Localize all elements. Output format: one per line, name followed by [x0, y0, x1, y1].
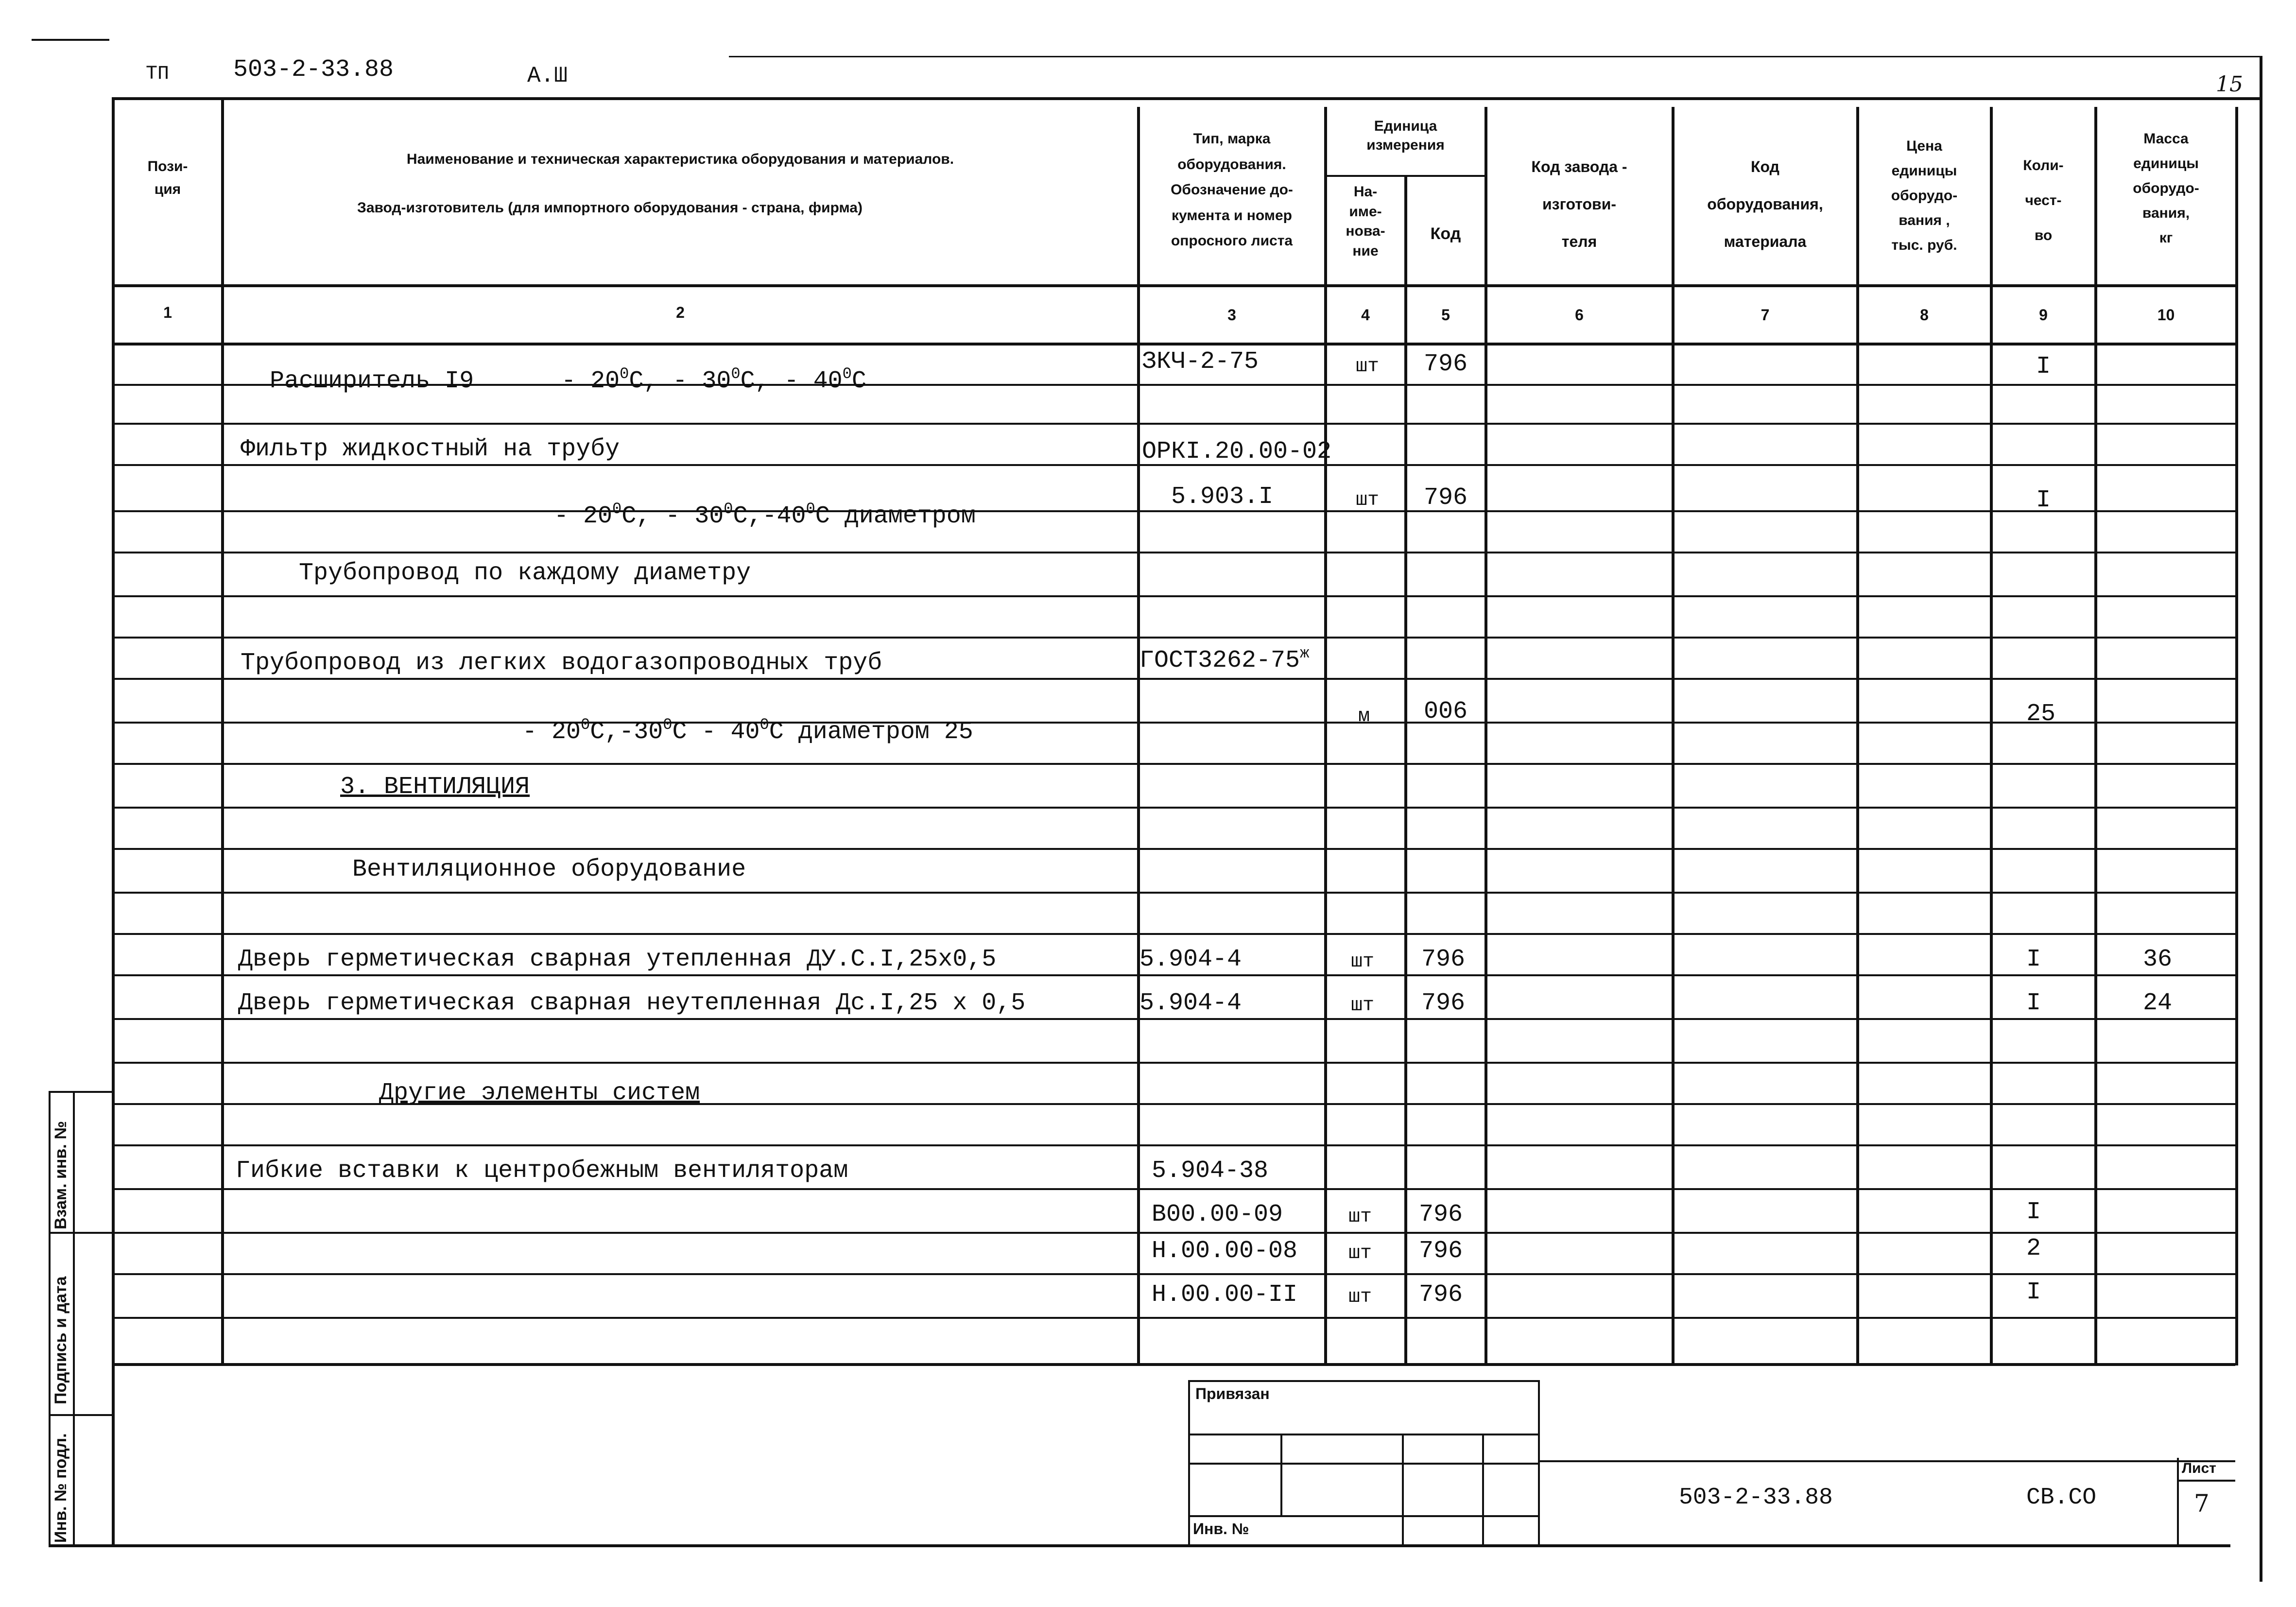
item-qty: I — [2026, 1198, 2041, 1226]
col-line-8 — [1990, 107, 1993, 1365]
item-code: 006 — [1424, 698, 1468, 726]
row-rule — [112, 1188, 2235, 1190]
tb-col3 — [1482, 1434, 1484, 1545]
top-rule — [32, 39, 109, 41]
row-rule — [112, 637, 2235, 639]
col-3-header: Тип, марка оборудования. Обозначение до- кумента и номер опросного листа — [1171, 131, 1293, 249]
col-2-header-line1: Наименование и техническая характеристика оборудования и материалов. — [406, 151, 954, 167]
degree-sign: 0 — [842, 365, 852, 383]
col-line-5 — [1485, 107, 1487, 1365]
album-label: А.Ш — [527, 63, 568, 88]
item-type: ОРКI.20.00-02 — [1142, 438, 1332, 466]
col-number-8: 8 — [1920, 306, 1929, 324]
item-code: 796 — [1419, 1201, 1463, 1228]
side-stamp-inv-podl: Инв. № подл. — [52, 1433, 70, 1543]
col-number-7: 7 — [1761, 306, 1770, 324]
item-code: 796 — [1421, 989, 1466, 1017]
degree-sign: 0 — [620, 365, 629, 383]
degree-sign: 0 — [724, 500, 733, 518]
tb-inv-no: Инв. № — [1193, 1520, 1249, 1538]
row-rule — [112, 423, 2235, 425]
item-unit: шт — [1348, 1286, 1372, 1308]
temp-part: C,-40 — [733, 502, 806, 530]
row-rule — [112, 974, 2235, 976]
tb-sheet-label: Лист — [2182, 1460, 2216, 1476]
item-name: Дверь герметическая сварная утепленная ДУ.С.I,25x0,5 — [238, 946, 997, 973]
tb-row2 — [1188, 1463, 1538, 1465]
item-qty: I — [2026, 1279, 2041, 1306]
degree-sign: 0 — [663, 716, 673, 734]
row-rule — [112, 933, 2235, 935]
tb-sheet-split — [2177, 1480, 2235, 1482]
item-qty: I — [2026, 946, 2041, 973]
temp-part: C - 40 — [672, 718, 760, 746]
item-type: 5.904-4 — [1139, 989, 1242, 1017]
table-row — [525, 480, 976, 529]
item-type: Н.00.00-II — [1152, 1281, 1298, 1309]
item-type — [1139, 644, 1310, 674]
item-code: 796 — [1424, 350, 1468, 378]
item-mass: 24 — [2143, 989, 2173, 1017]
section-subtitle: Другие элементы систем — [379, 1079, 700, 1107]
temp-part: C, - 40 — [740, 367, 843, 395]
item-name: Фильтр жидкостный на трубу — [241, 435, 620, 463]
page-corner-number: 15 — [2216, 72, 2243, 97]
row-rule — [112, 1232, 2235, 1234]
col-number-1: 1 — [163, 304, 172, 321]
tb-col1 — [1280, 1434, 1282, 1515]
item-unit: шт — [1351, 995, 1375, 1017]
temp-part: - 20 — [561, 367, 620, 395]
series-code: 503-2-33.88 — [233, 56, 394, 84]
tb-col4 — [1538, 1380, 1540, 1545]
tb-mark: СВ.СО — [2026, 1485, 2097, 1511]
degree-sign: 0 — [731, 365, 741, 383]
row-rule — [112, 1317, 2235, 1319]
col-number-10: 10 — [2157, 306, 2175, 324]
temp-part: C диаметром 25 — [769, 718, 973, 746]
col-line-4 — [1404, 175, 1407, 1365]
tb-row1 — [1188, 1434, 1538, 1435]
item-code: 796 — [1424, 484, 1468, 512]
section-subtitle: Трубопровод по каждому диаметру — [299, 559, 751, 587]
col-4-header: На- име- нова- ние — [1346, 184, 1385, 259]
col-line-10 — [2235, 107, 2238, 1365]
row-rule — [112, 552, 2235, 553]
temp-part: C диаметром — [815, 502, 976, 530]
col-units-header: Единица измерения — [1366, 118, 1445, 153]
table-row — [241, 345, 866, 394]
temp-part: C, - 30 — [629, 367, 731, 395]
item-unit: шт — [1348, 1243, 1372, 1264]
col-7-header: Код оборудования, материала — [1707, 158, 1823, 250]
side-stamp-vzam: Взам. инв. № — [52, 1121, 70, 1229]
col-number-5: 5 — [1441, 306, 1450, 324]
tb-col2 — [1402, 1434, 1404, 1545]
item-qty: I — [2036, 353, 2051, 380]
row-rule — [112, 892, 2235, 894]
col-line-2 — [1137, 107, 1140, 1365]
item-unit: шт — [1351, 951, 1375, 973]
gost-mark: ж — [1300, 644, 1310, 662]
col-number-4: 4 — [1361, 306, 1370, 324]
temp-part: - 20 — [522, 718, 581, 746]
row-rule — [112, 807, 2235, 809]
col-line-3 — [1324, 107, 1327, 1365]
series-label: ТП — [146, 63, 170, 85]
item-type: ЗКЧ-2-75 — [1142, 348, 1259, 376]
item-unit: шт — [1348, 1206, 1372, 1228]
item-unit: шт — [1356, 489, 1380, 511]
frame-bottom — [49, 1544, 2230, 1547]
degree-sign: 0 — [806, 500, 815, 518]
row-rule — [112, 678, 2235, 680]
col-6-header: Код завода - изготови- теля — [1531, 158, 1627, 250]
item-qty: 25 — [2026, 700, 2056, 728]
item-type: В00.00-09 — [1152, 1201, 1283, 1228]
header-split-units — [1324, 175, 1485, 177]
item-unit: м — [1358, 706, 1370, 727]
section-title: 3. ВЕНТИЛЯЦИЯ — [340, 773, 530, 801]
temp-part: - 20 — [554, 502, 613, 530]
table-row — [493, 696, 973, 744]
tb-main-top — [1538, 1460, 2235, 1462]
col-8-header: Цена единицы оборудо- вания , тыс. руб. — [1891, 138, 1958, 253]
tb-sheet-left — [2177, 1458, 2179, 1544]
item-code: 796 — [1419, 1281, 1463, 1309]
frame-top-outer — [729, 56, 2260, 57]
tb-top — [1188, 1380, 1538, 1382]
item-qty: I — [2026, 989, 2041, 1017]
item-unit: шт — [1356, 356, 1380, 378]
col-number-6: 6 — [1575, 306, 1584, 324]
degree-sign: 0 — [581, 716, 590, 734]
col-line-9 — [2094, 107, 2097, 1365]
row-rule — [112, 1062, 2235, 1064]
row-rule — [112, 763, 2235, 765]
col-number-9: 9 — [2039, 306, 2048, 324]
item-qty: I — [2036, 486, 2051, 514]
col-10-header: Масса единицы оборудо- вания, кг — [2133, 131, 2199, 246]
item-mass: 36 — [2143, 946, 2173, 973]
tb-row3 — [1188, 1515, 1538, 1517]
degree-sign: 0 — [612, 500, 622, 518]
item-code: 796 — [1421, 946, 1466, 973]
item-qty: 2 — [2026, 1235, 2041, 1262]
temp-part: C,-30 — [590, 718, 663, 746]
item-code: 796 — [1419, 1237, 1463, 1265]
item-type: Н.00.00-08 — [1152, 1237, 1298, 1265]
item-type: 5.904-4 — [1139, 946, 1242, 973]
gost-code: ГОСТ3262-75 — [1139, 647, 1300, 674]
degree-sign: 0 — [760, 716, 769, 734]
item-name: Трубопровод из легких водогазопроводных труб — [241, 649, 882, 677]
row-rule — [112, 1273, 2235, 1275]
col-5-header: Код — [1430, 225, 1461, 243]
item-name: Гибкие вставки к центробежным вентиляторам — [236, 1157, 848, 1185]
side-stamp-split1 — [49, 1232, 112, 1234]
frame-top — [112, 97, 2260, 100]
table-bottom — [112, 1363, 2235, 1366]
temp-part: C, - 30 — [621, 502, 724, 530]
side-stamp-podpis: Подпись и дата — [52, 1276, 70, 1404]
frame-right — [2260, 56, 2262, 1582]
section-subtitle: Вентиляционное оборудование — [352, 856, 746, 883]
col-number-3: 3 — [1227, 306, 1236, 324]
col-1-header: Пози- ция — [147, 158, 188, 197]
item-name: Расширитель I9 — [270, 367, 474, 395]
col-line-6 — [1672, 107, 1675, 1365]
side-stamp-split2 — [49, 1414, 112, 1416]
item-type: 5.903.I — [1171, 483, 1274, 511]
col-9-header: Коли- чест- во — [2023, 157, 2064, 243]
header-bottom — [112, 284, 2235, 287]
side-stamp-outer — [49, 1091, 51, 1545]
tb-privyazan: Привязан — [1195, 1385, 1270, 1402]
side-stamp-top — [49, 1091, 112, 1093]
row-rule — [112, 595, 2235, 597]
row-rule — [112, 1018, 2235, 1020]
row-rule — [112, 722, 2235, 724]
row-rule — [112, 848, 2235, 850]
tb-doc-code: 503-2-33.88 — [1679, 1485, 1833, 1511]
side-stamp-inner — [73, 1091, 75, 1545]
tb-sheet-no: 7 — [2194, 1489, 2210, 1518]
temp-part: C — [851, 367, 866, 395]
col-line-1 — [221, 97, 224, 1365]
row-rule — [112, 1144, 2235, 1146]
col-line-7 — [1856, 107, 1859, 1365]
item-type: 5.904-38 — [1152, 1157, 1269, 1185]
col-2-header-line2: Завод-изготовитель (для импортного оборудования - страна, фирма) — [357, 200, 863, 216]
col-number-2: 2 — [676, 304, 685, 321]
item-name: Дверь герметическая сварная неутепленная Дс.I,25 x 0,5 — [238, 989, 1026, 1017]
